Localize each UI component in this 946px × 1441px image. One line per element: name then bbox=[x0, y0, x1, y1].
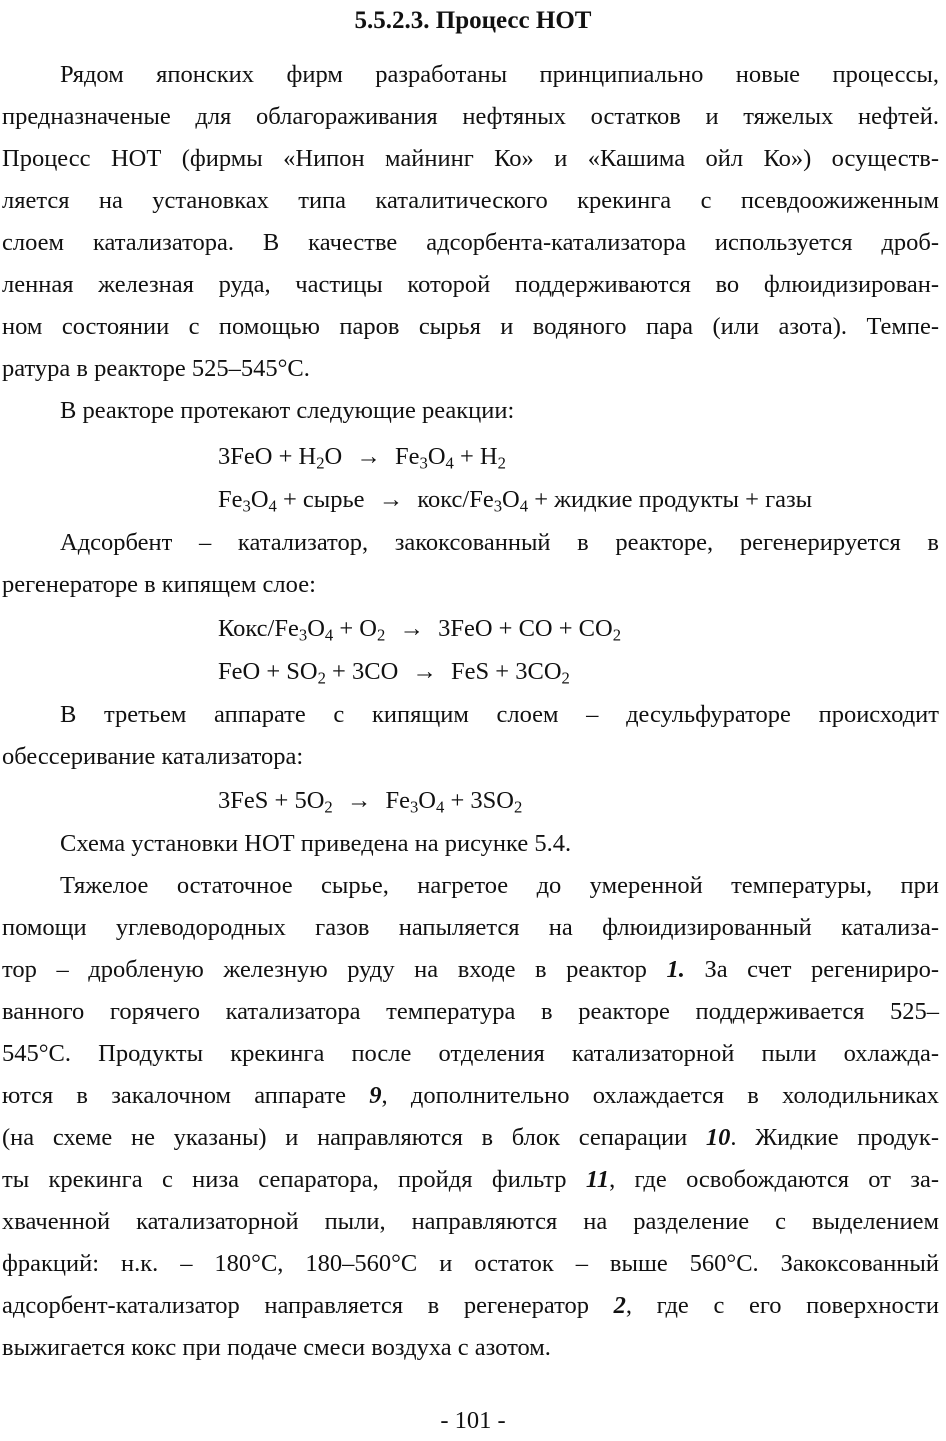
arrow-icon: → bbox=[356, 443, 381, 470]
figure-ref: 11 bbox=[585, 1166, 610, 1193]
equation-2: $Fe_3O_4$ + сырье → кокс/$Fe_3O_4$ + жидкие продукты + газы bbox=[218, 486, 813, 516]
paragraph-line: помощи углеводородных газов напыляется на флюидизированный катализа- bbox=[2, 914, 939, 941]
paragraph-line: регенераторе в кипящем слое: bbox=[2, 571, 316, 598]
arrow-icon: → bbox=[399, 615, 424, 642]
figure-ref: 10 bbox=[705, 1124, 731, 1151]
paragraph-line: В реакторе протекают следующие реакции: bbox=[60, 397, 515, 424]
page-number: - 101 - bbox=[440, 1407, 506, 1434]
paragraph-line: хваченной катализаторной пыли, направляются на разделение с выделением bbox=[2, 1208, 939, 1235]
paragraph-line: ляется на установках типа каталитического крекинга с псевдоожиженным bbox=[2, 187, 939, 214]
paragraph-line: обессеривание катализатора: bbox=[2, 743, 304, 770]
arrow-icon: → bbox=[378, 486, 404, 513]
paragraph-line: Тяжелое остаточное сырье, нагретое до умеренной температуры, при bbox=[60, 872, 939, 899]
paragraph-line: Рядом японских фирм разработаны принципиально новые процессы, bbox=[60, 61, 939, 88]
paragraph-line: Адсорбент – катализатор, закоксованный в реакторе, регенерируется в bbox=[60, 529, 939, 556]
paragraph-line: ются в закалочном аппарате 9, дополнительно охлаждается в холодильниках bbox=[2, 1082, 940, 1109]
paragraph-line: ты крекинга с низа сепаратора, пройдя фильтр 11, где освобождаются от за- bbox=[2, 1166, 940, 1193]
figure-ref: 2 bbox=[613, 1292, 626, 1319]
equation-5: $3FeS + 5O_2 \to Fe_3O_4 + 3SO_2$ bbox=[218, 787, 523, 817]
equation-4: FeO + $SO_2 + 3CO$ → FeS + $3CO_2$ bbox=[218, 658, 570, 688]
paragraph-line: слоем катализатора. В качестве адсорбента-катализатора используется дроб- bbox=[2, 229, 939, 256]
paragraph-line: Процесс НОТ (фирмы «Нипон майнинг Ко» и «Кашима ойл Ко») осуществ- bbox=[2, 145, 939, 172]
paragraph-line: адсорбент-катализатор направляется в регенератор 2, где с его поверхности bbox=[2, 1292, 939, 1319]
paragraph-line: ном состоянии с помощью паров сырья и водяного пара (или азота). Темпе- bbox=[2, 313, 939, 340]
equation-3: Кокс/$Fe_3O_4 + O_2 \to 3FeO$ + CO + $CO_2$ bbox=[218, 615, 622, 645]
figure-ref: 9 bbox=[369, 1082, 382, 1109]
paragraph-line: Схема установки НОТ приведена на рисунке 5.4. bbox=[60, 830, 572, 857]
arrow-icon: → bbox=[346, 787, 372, 814]
paragraph-line: тор – дробленую железную руду на входе в реактор 1. За счет регенириро- bbox=[2, 956, 940, 983]
paragraph-line: фракций: н.к. – 180°С, 180–560°С и остаток – выше 560°С. Закоксованный bbox=[2, 1250, 939, 1277]
paragraph-line: 545°С. Продукты крекинга после отделения катализаторной пыли охлажда- bbox=[2, 1040, 939, 1067]
equation-1: $3FeO + H_2O \to Fe_3O_4 + H_2$ bbox=[218, 443, 506, 473]
paragraph-line: ванного горячего катализатора температура в реакторе поддерживается 525– bbox=[2, 998, 939, 1025]
paragraph-line: ленная железная руда, частицы которой поддерживаются во флюидизирован- bbox=[2, 271, 939, 298]
arrow-icon: → bbox=[412, 658, 437, 685]
paragraph-line: ратура в реакторе 525–545°С. bbox=[2, 355, 310, 382]
paragraph-line: выжигается кокс при подаче смеси воздуха с азотом. bbox=[2, 1334, 551, 1361]
figure-ref: 1. bbox=[666, 956, 685, 983]
paragraph-line: предназначеные для облагораживания нефтяных остатков и тяжелых нефтей. bbox=[2, 103, 939, 130]
section-heading: 5.5.2.3. Процесс НОТ bbox=[354, 7, 592, 34]
paragraph-line: (на схеме не указаны) и направляются в блок сепарации 10. Жидкие продук- bbox=[2, 1124, 939, 1151]
paragraph-line: В третьем аппарате с кипящим слоем – десульфураторе происходит bbox=[60, 701, 939, 728]
